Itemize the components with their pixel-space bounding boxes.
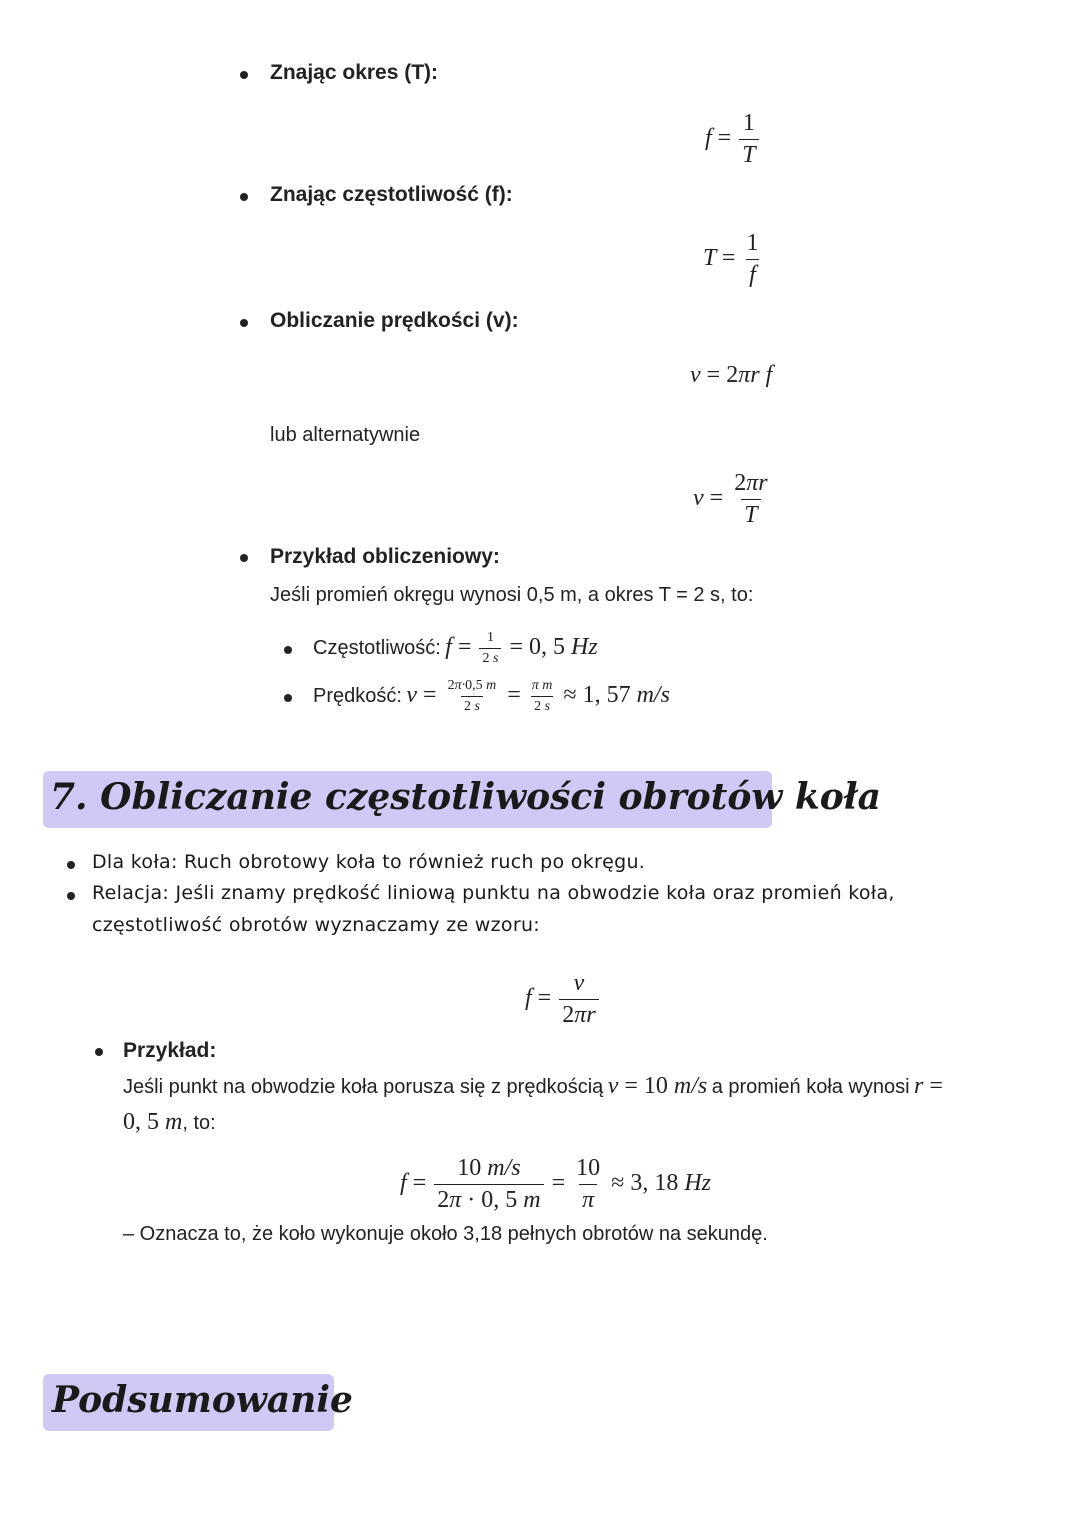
- formula-f-equals-1-over-T: f = $\frac{1}{T}$: [705, 110, 761, 169]
- frequency-calc: f = $\frac{1}{2 s}$ = 0, 5 Hz: [445, 630, 598, 666]
- item-frequency-label: Znając częstotliwość (f):: [270, 183, 513, 206]
- radius-value: 0, 5 m: [123, 1109, 183, 1135]
- bullet-dot: [240, 319, 248, 327]
- example-text-a: Jeśli punkt na obwodzie koła porusza się z prędkością: [123, 1076, 604, 1098]
- item-velocity-label: Obliczanie prędkości (v):: [270, 309, 519, 332]
- section7-bullet-relation-line2: częstotliwość obrotów wyznaczamy ze wzoru:: [92, 914, 540, 936]
- section7-bullet-relation-line1: Relacja: Jeśli znamy prędkość liniową punktu na obwodzie koła oraz promień koła,: [92, 882, 895, 904]
- bullet-dot: [240, 554, 248, 562]
- section7-example-line1: [123, 1073, 943, 1100]
- bullet-dot: [95, 1048, 103, 1056]
- formula-v-equals-2pir-over-T: v = $\frac{2\pi r}{T}$: [693, 470, 768, 528]
- bullet-dot: [67, 861, 75, 869]
- alternative-text: lub alternatywnie: [270, 424, 421, 446]
- formula-T-equals-1-over-f: T = $\frac{1}{f}$: [703, 230, 759, 288]
- bullet-dot: [284, 646, 292, 654]
- section7-heading: 7. Obliczanie częstotliwości obrotów koła: [50, 776, 881, 818]
- example-frequency-row: [313, 630, 598, 667]
- section7-example-line2: [123, 1109, 216, 1136]
- summary-heading: Podsumowanie: [52, 1379, 353, 1421]
- velocity-calc: v = $\frac{2\pi\cdot 0,5 m}{2 s}$ = $\frac{\text{π m}}{2 s}$ ≈ 1, 57 m/s: [406, 678, 670, 714]
- bullet-dot: [240, 71, 248, 79]
- example-label: Przykład obliczeniowy:: [270, 545, 500, 568]
- example-text: Jeśli promień okręgu wynosi 0,5 m, a okres T = 2 s, to:: [270, 584, 754, 606]
- bullet-dot: [284, 694, 292, 702]
- velocity-label: Prędkość:: [313, 685, 402, 708]
- radius-symbol: r =: [914, 1073, 943, 1099]
- frequency-label: Częstotliwość:: [313, 637, 441, 660]
- velocity-value: v = 10 m/s: [607, 1073, 708, 1099]
- example-text-b: a promień koła wynosi: [711, 1076, 910, 1098]
- formula-f-equals-v-over-2pir: f = $\frac{v}{2\pi r}$: [525, 970, 601, 1029]
- bullet-dot: [67, 892, 75, 900]
- item-period-label: Znając okres (T):: [270, 61, 439, 84]
- example-text-c: , to:: [182, 1112, 216, 1134]
- section7-bullet-wheel: Dla koła: Ruch obrotowy koła to również ruch po okręgu.: [92, 851, 646, 873]
- example-velocity-row: [313, 678, 670, 715]
- formula-v-equals-2pirf: v = 2πr f: [690, 362, 773, 388]
- section7-conclusion: – Oznacza to, że koło wykonuje około 3,18 pełnych obrotów na sekundę.: [123, 1223, 768, 1245]
- bullet-dot: [240, 193, 248, 201]
- section7-example-label: Przykład:: [123, 1039, 217, 1062]
- formula-f-calculation: f = $\frac{10 m/s}{2\pi \cdot 0, 5 m}$ = $\frac{10}{\pi}$ ≈ 3, 18 Hz: [400, 1155, 711, 1213]
